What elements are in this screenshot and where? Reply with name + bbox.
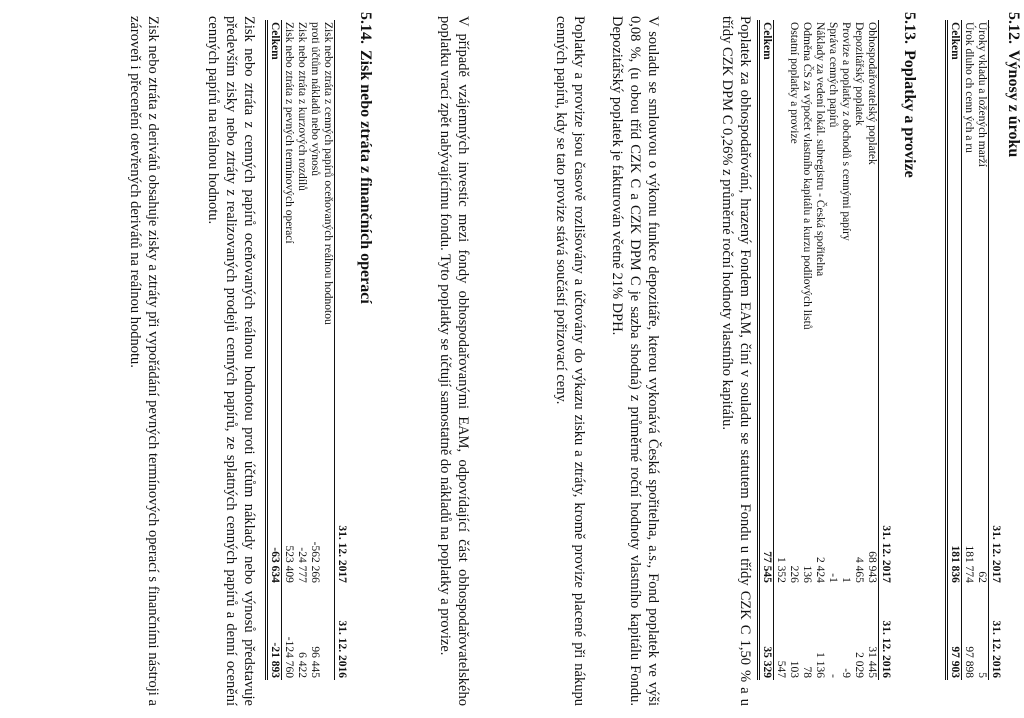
value-2017: 136 xyxy=(801,565,813,583)
header-2016: 31. 12. 2016 xyxy=(335,585,349,680)
value-2017: -24 777 xyxy=(296,547,308,583)
header-label xyxy=(879,20,893,490)
total-2017: 181 836 xyxy=(947,490,962,585)
paragraph-securities-gains: Zisk nebo ztráta z cenných papírů oceňovaných reálnou hodnotou proti účtům náklady nebo výnosů představuje především zisky nebo ztráty z realizovaných prodejů cenných papírů, ze splatných cenných papírů a denní ocenění cenných papírů na reálnou hodnotu. xyxy=(205,16,257,706)
value-2017: -1 xyxy=(827,573,839,583)
header-2017: 31. 12. 2017 xyxy=(879,490,893,585)
section-heading-5-12 xyxy=(1004,12,1022,157)
value-2016: 96 445 xyxy=(309,646,321,678)
value-2017: -562 266 xyxy=(309,541,321,583)
header-2016: 31. 12. 2016 xyxy=(989,585,1003,680)
total-row xyxy=(759,20,774,680)
paragraph-derivatives-gains: Zisk nebo ztráta z derivátů obsahuje zisky a ztráty při vypořádání pevných termínových operací s finančními nástroji a zároveň i přecenění otevřených derivátů na reálnou hodnotu. xyxy=(127,16,161,706)
paragraph-depositary-fee: V souladu se smlouvou o výkonu funkce depozitáře, kterou vykonává Česká spořitelna, a.s., Fond poplatek ve výši 0,08 %, (u obou tříd CZK C a CZK DPM C je sazba shodná) z průměrné roční hodnoty vlastního kapitálu Fondu. Depozitářský poplatek je fakturován včetně 21% DPH. xyxy=(609,16,661,706)
value-2016: -9 xyxy=(840,668,852,678)
total-2016: 35 329 xyxy=(759,585,774,680)
total-row xyxy=(947,20,962,680)
total-2017: -63 634 xyxy=(267,490,282,585)
header-label xyxy=(989,20,1003,490)
table-row xyxy=(308,20,321,680)
value-2016: 97 898 xyxy=(963,646,975,678)
total-label: Celkem xyxy=(759,20,774,490)
section-number: 5.14. xyxy=(357,12,374,44)
row-label: Náklady za vedení lokál. subregistru - Česká spořitelna xyxy=(814,22,826,277)
row-label: Ostatní poplatky a provize xyxy=(788,22,800,144)
total-label: Celkem xyxy=(947,20,962,490)
table-header-row xyxy=(989,20,1003,680)
table-row xyxy=(800,20,813,680)
row-label: Zisk nebo ztráta z kurzových rozdílů xyxy=(296,22,308,191)
table-row xyxy=(826,20,839,680)
value-2016: 31 445 xyxy=(866,646,878,678)
value-2017: 226 xyxy=(788,565,800,583)
financial-operations-table xyxy=(265,20,348,680)
row-label: Zisk nebo ztráta z pevných termínových operací xyxy=(283,22,295,244)
value-2017: 181 774 xyxy=(963,545,975,583)
table-row xyxy=(975,20,989,680)
header-2017: 31. 12. 2017 xyxy=(989,490,1003,585)
total-2016: -21 893 xyxy=(267,585,282,680)
value-2017: 4 465 xyxy=(853,556,865,583)
section-title: Poplatky a provize xyxy=(901,50,918,178)
interest-income-table xyxy=(945,20,1002,680)
header-label xyxy=(335,20,349,490)
value-2016: 103 xyxy=(788,660,800,678)
row-label: Úroky vkladu a ložených marží xyxy=(976,22,988,167)
value-2017: 1 xyxy=(840,577,852,583)
row-label: Provize a poplatky z obchodů s cennými papíry xyxy=(840,22,852,241)
value-2017: 68 943 xyxy=(866,551,878,583)
value-2016: 1 136 xyxy=(814,652,826,678)
fees-commissions-table xyxy=(757,20,892,680)
table-header-row xyxy=(335,20,349,680)
table-row xyxy=(852,20,865,680)
table-row xyxy=(321,20,335,680)
row-label: proti účtům nákladů nebo výnosů xyxy=(309,22,321,176)
row-label: Zisk nebo ztráta z cenných papírů oceňovaných reálnou hodnotou xyxy=(322,22,334,325)
table-row xyxy=(839,20,852,680)
row-label: Depozitářský poplatek xyxy=(853,22,865,126)
header-2016: 31. 12. 2016 xyxy=(879,585,893,680)
paragraph-management-fee: Poplatek za obhospodařování, hrazený Fondem EAM, činí v souladu se statutem Fondu u třídy CZK C 1,50 % a u třídy CZK DPM C 0,26% z průměrné roční hodnoty vlastního kapitálu. xyxy=(719,16,753,706)
paragraph-mutual-investments: V případě vzájemných investic mezi fondy obhospodařovanými EAM, odpovídající část obhospodařovatelského poplatku vrací zpět nabývajícímu fondu. Tyto poplatky se účtují samostatně do nákladů na poplatky a provize. xyxy=(437,16,471,706)
section-number: 5.12. xyxy=(1005,12,1022,44)
value-2016: - xyxy=(827,674,839,678)
paragraph-fees-accrual: Poplatky a provize jsou časově rozlišovány a účtovány do výkazu zisku a ztráty, kromě provize placené při nákupu cenných papírů, kdy se tato provize stává součástí pořizovací ceny. xyxy=(553,16,587,706)
value-2016: 5 xyxy=(976,672,988,678)
table-row xyxy=(813,20,826,680)
section-title: Zisk nebo ztráta z finančních operací xyxy=(357,50,374,304)
section-heading-5-14 xyxy=(356,12,374,304)
value-2017: 2 424 xyxy=(814,556,826,583)
section-number: 5.13. xyxy=(901,12,918,44)
total-label: Celkem xyxy=(267,20,282,490)
row-label: Obhospodařovatelský poplatek xyxy=(866,22,878,165)
value-2016: 78 xyxy=(801,666,813,678)
value-2016: 2 029 xyxy=(853,652,865,678)
table-row xyxy=(787,20,800,680)
row-label xyxy=(774,20,788,490)
row-label: Odměna ČS za výpočet vlastního kapitálu a kurzu podílových listů xyxy=(801,22,813,330)
value-2016: -124 760 xyxy=(283,636,295,678)
value-2016 xyxy=(321,585,335,680)
total-2016: 97 903 xyxy=(947,585,962,680)
total-2017: 77 545 xyxy=(759,490,774,585)
total-row xyxy=(267,20,282,680)
table-header-row xyxy=(879,20,893,680)
table-row xyxy=(865,20,879,680)
section-heading-5-13 xyxy=(900,12,918,178)
value-2017: 1 352 xyxy=(775,556,787,583)
value-2016: 547 xyxy=(775,660,787,678)
section-title: Výnosy z úroku xyxy=(1005,50,1022,158)
value-2017: 523 409 xyxy=(283,545,295,583)
header-2017: 31. 12. 2017 xyxy=(335,490,349,585)
table-row xyxy=(282,20,296,680)
row-label: Správa cenných papírů xyxy=(827,22,839,128)
value-2017 xyxy=(321,490,335,585)
table-row xyxy=(774,20,788,680)
table-row xyxy=(962,20,976,680)
value-2017: 62 xyxy=(976,571,988,583)
table-row xyxy=(295,20,308,680)
row-label: Úrok dluho ch cenn ých a ru xyxy=(963,22,975,153)
value-2016: 6 422 xyxy=(296,652,308,678)
